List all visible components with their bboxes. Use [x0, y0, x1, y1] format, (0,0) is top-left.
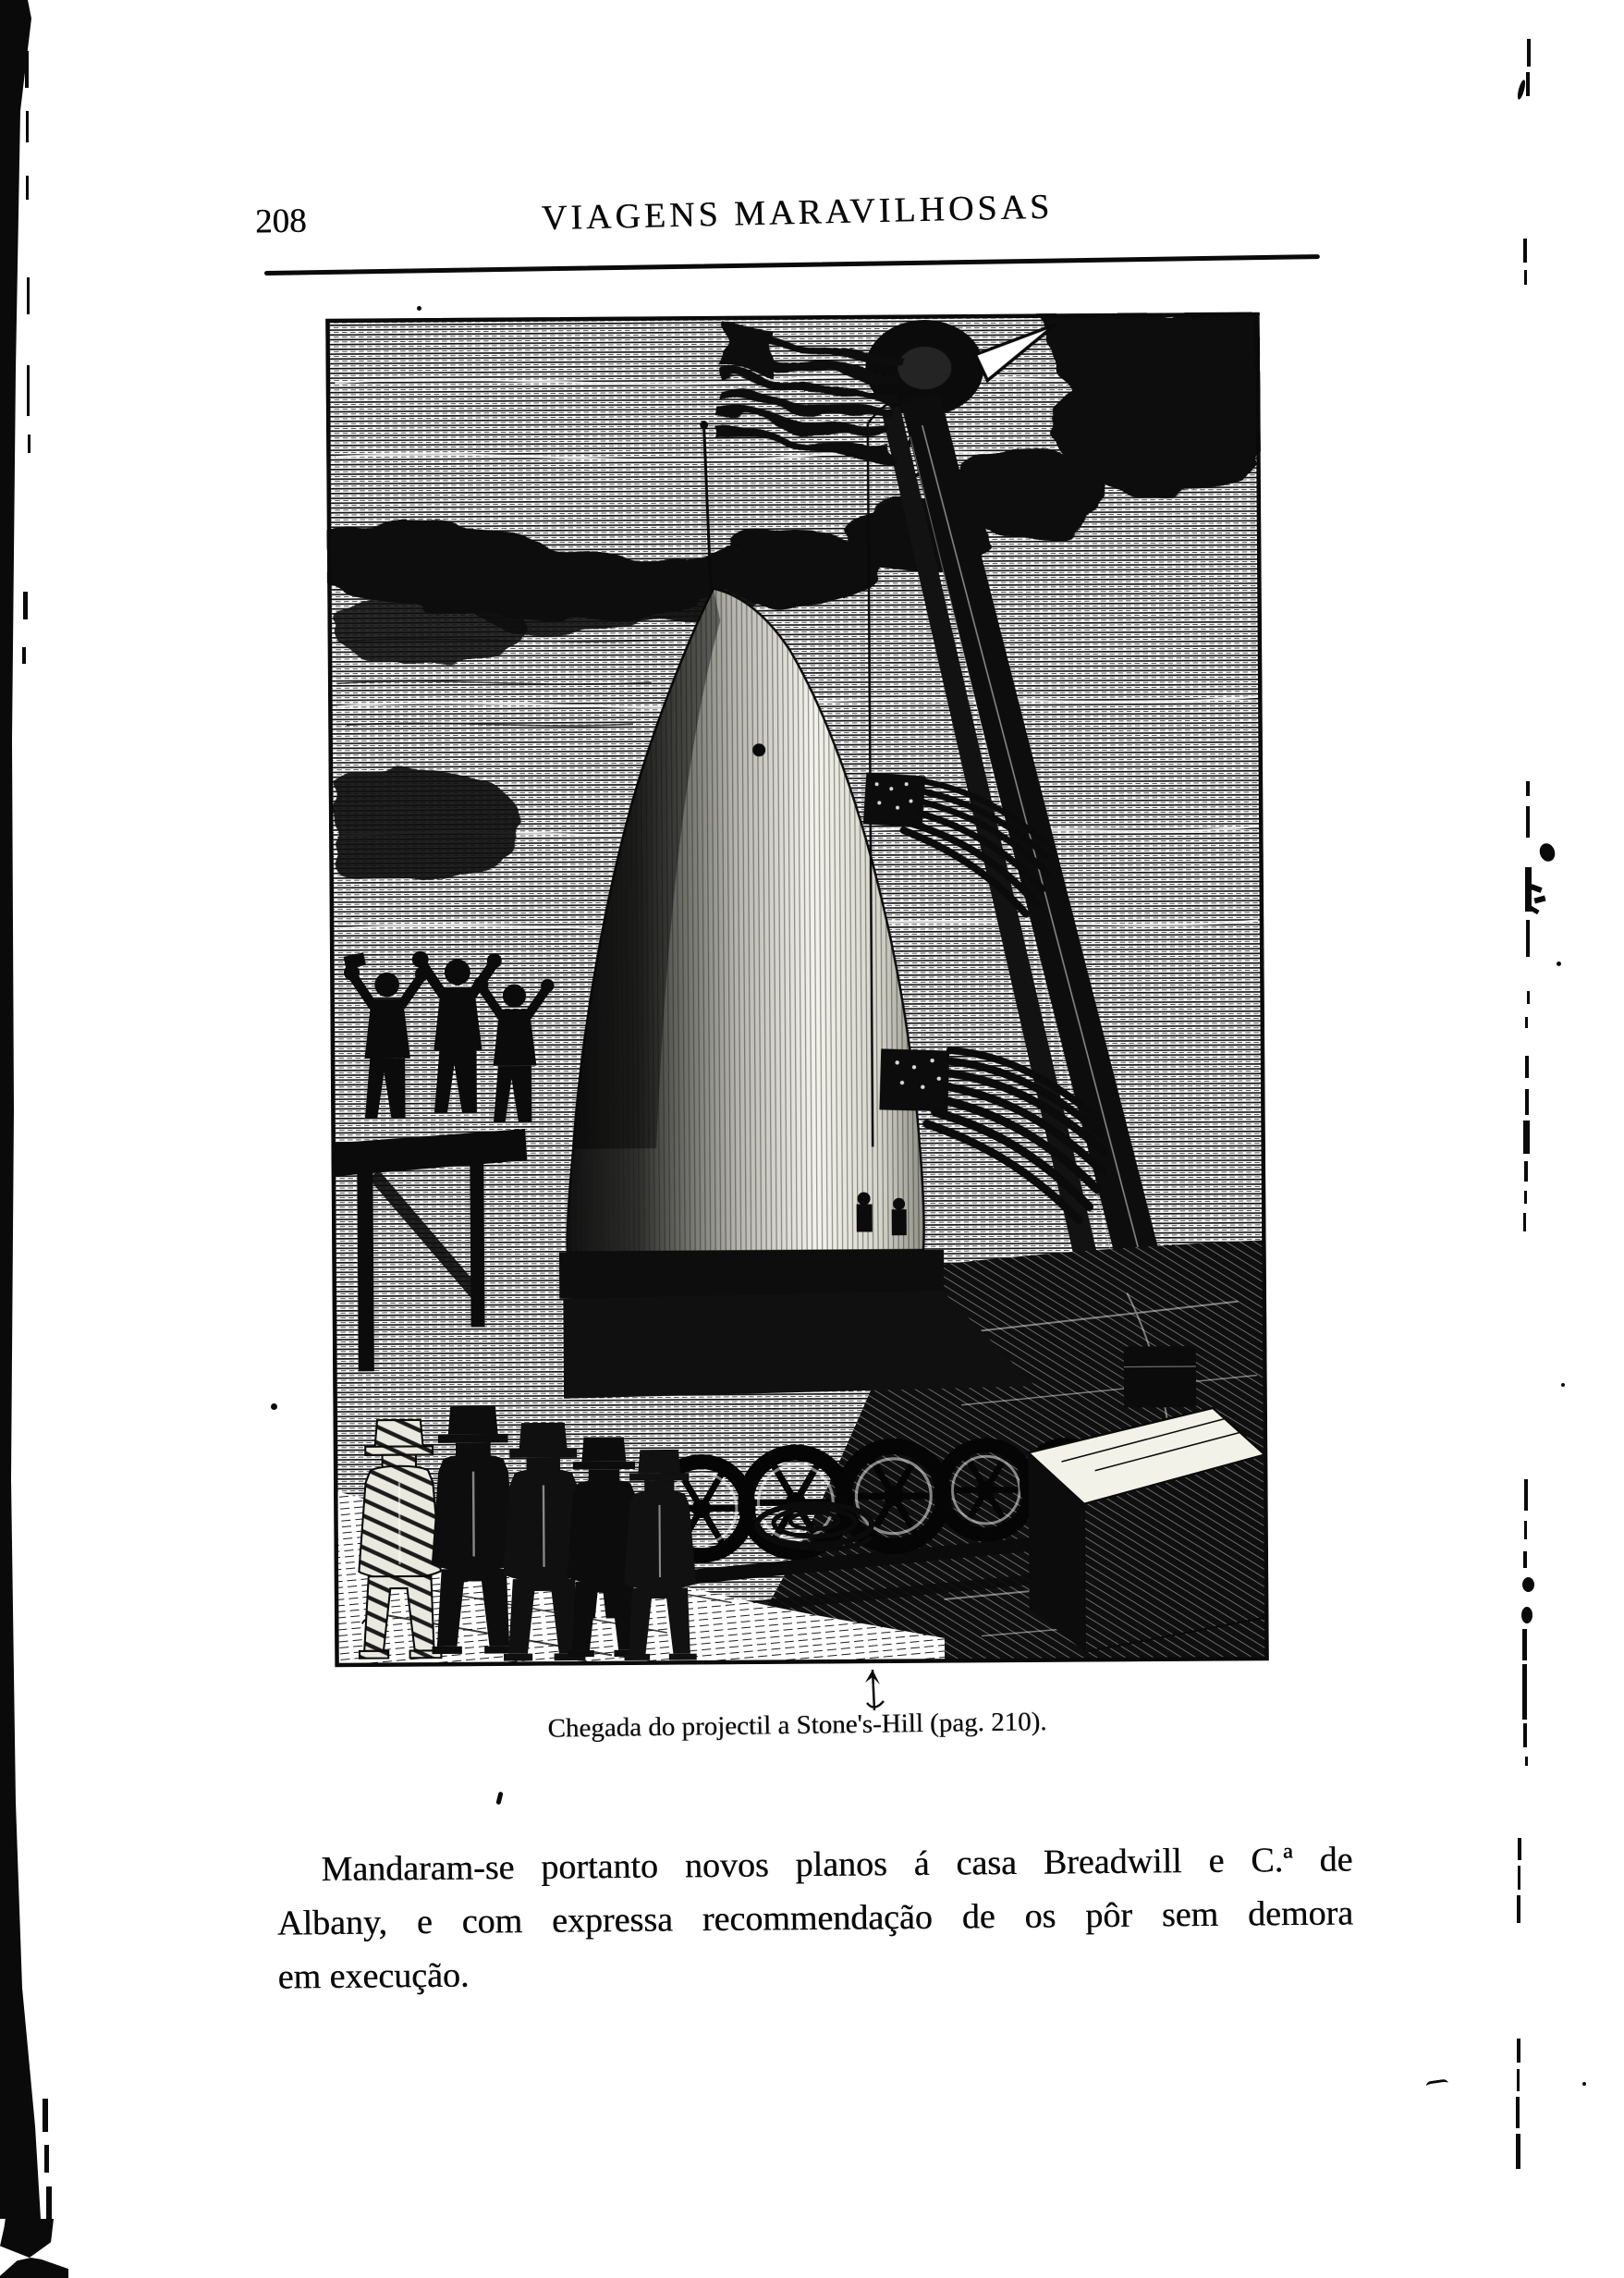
scan-artifact-dot — [417, 306, 421, 311]
scan-artifact — [44, 2145, 49, 2173]
scan-artifact — [1525, 1757, 1528, 1766]
scan-artifact — [1518, 1866, 1520, 1890]
scan-artifact — [26, 176, 29, 200]
scan-artifact — [1524, 1161, 1528, 1182]
scan-artifact — [1557, 961, 1561, 966]
body-paragraph — [276, 1832, 1354, 2003]
scan-artifact — [1523, 1723, 1527, 1747]
scan-artifact — [1525, 1089, 1529, 1115]
header-rule — [264, 254, 1320, 276]
scan-artifact — [1522, 1577, 1534, 1592]
scan-artifact — [1517, 2039, 1520, 2063]
scan-artifact — [27, 277, 30, 314]
scan-artifact — [43, 2099, 48, 2132]
scan-artifact — [1523, 239, 1527, 263]
scan-artifact — [1582, 2082, 1586, 2086]
scan-artifact — [1521, 1607, 1532, 1623]
scan-artifact-top-right-blob — [0, 2219, 54, 2258]
scan-artifact — [1526, 806, 1530, 838]
scan-artifact — [26, 111, 29, 142]
figure-caption: Chegada do projectil a Stone's-Hill (pag. 210). — [547, 1707, 1047, 1744]
scan-artifact — [1517, 2069, 1520, 2091]
caption-anchor-mark — [858, 1662, 891, 1710]
page-number: 208 — [254, 202, 307, 241]
scan-artifact — [1529, 906, 1539, 914]
paragraph-line-1: Mandaram-se portanto novos planos á casa Breadwill e C.ª de — [321, 1840, 1353, 1890]
scan-artifact — [1516, 2097, 1520, 2128]
scan-artifact — [46, 2186, 52, 2219]
scan-artifact — [1524, 1191, 1527, 1204]
scan-artifact — [1523, 1121, 1530, 1154]
scan-artifact — [22, 647, 26, 664]
running-header-title: VIAGENS MARAVILHOSAS — [541, 187, 1054, 239]
scan-artifact — [1522, 1664, 1527, 1720]
scan-artifact — [1526, 72, 1530, 96]
scan-artifact — [1525, 1056, 1529, 1078]
scan-artifact — [1524, 270, 1527, 285]
scan-artifact — [1561, 1383, 1565, 1387]
scan-artifact — [28, 435, 31, 453]
scan-artifact — [1527, 39, 1531, 67]
scan-artifact — [1523, 1551, 1527, 1568]
scan-artifact — [1525, 1017, 1528, 1028]
scan-artifact-left-binding-streak — [0, 0, 65, 2219]
paragraph-line-3: em execução. — [277, 1955, 470, 1997]
scan-artifact — [1524, 1479, 1528, 1511]
scan-artifact — [1518, 1838, 1521, 1860]
scan-artifact — [1530, 884, 1542, 893]
scan-artifact — [27, 365, 30, 416]
scan-artifact-apostrophe — [495, 1792, 503, 1806]
scan-artifact — [1522, 1629, 1527, 1660]
scan-artifact — [1537, 841, 1557, 863]
scan-artifact — [1517, 1895, 1520, 1923]
figure-illustration — [325, 312, 1269, 1667]
scan-artifact-bottom-right-swoosh — [0, 2258, 68, 2278]
scan-artifact — [23, 592, 28, 619]
paragraph-line-2: Albany, e com expressa recommendação de os pôr sem demora — [276, 1893, 1354, 1943]
scan-artifact — [1524, 1521, 1527, 1539]
scan-artifact — [1526, 920, 1530, 957]
scan-artifact — [1523, 1213, 1526, 1231]
scan-artifact — [1526, 781, 1530, 796]
scan-artifact-dot — [271, 1403, 277, 1410]
scan-artifact — [1516, 2134, 1520, 2169]
scan-artifact — [1533, 896, 1545, 904]
scan-artifact-wave-mark — [1425, 2078, 1448, 2090]
scan-artifact — [25, 51, 29, 88]
scan-artifact — [1527, 991, 1530, 1004]
